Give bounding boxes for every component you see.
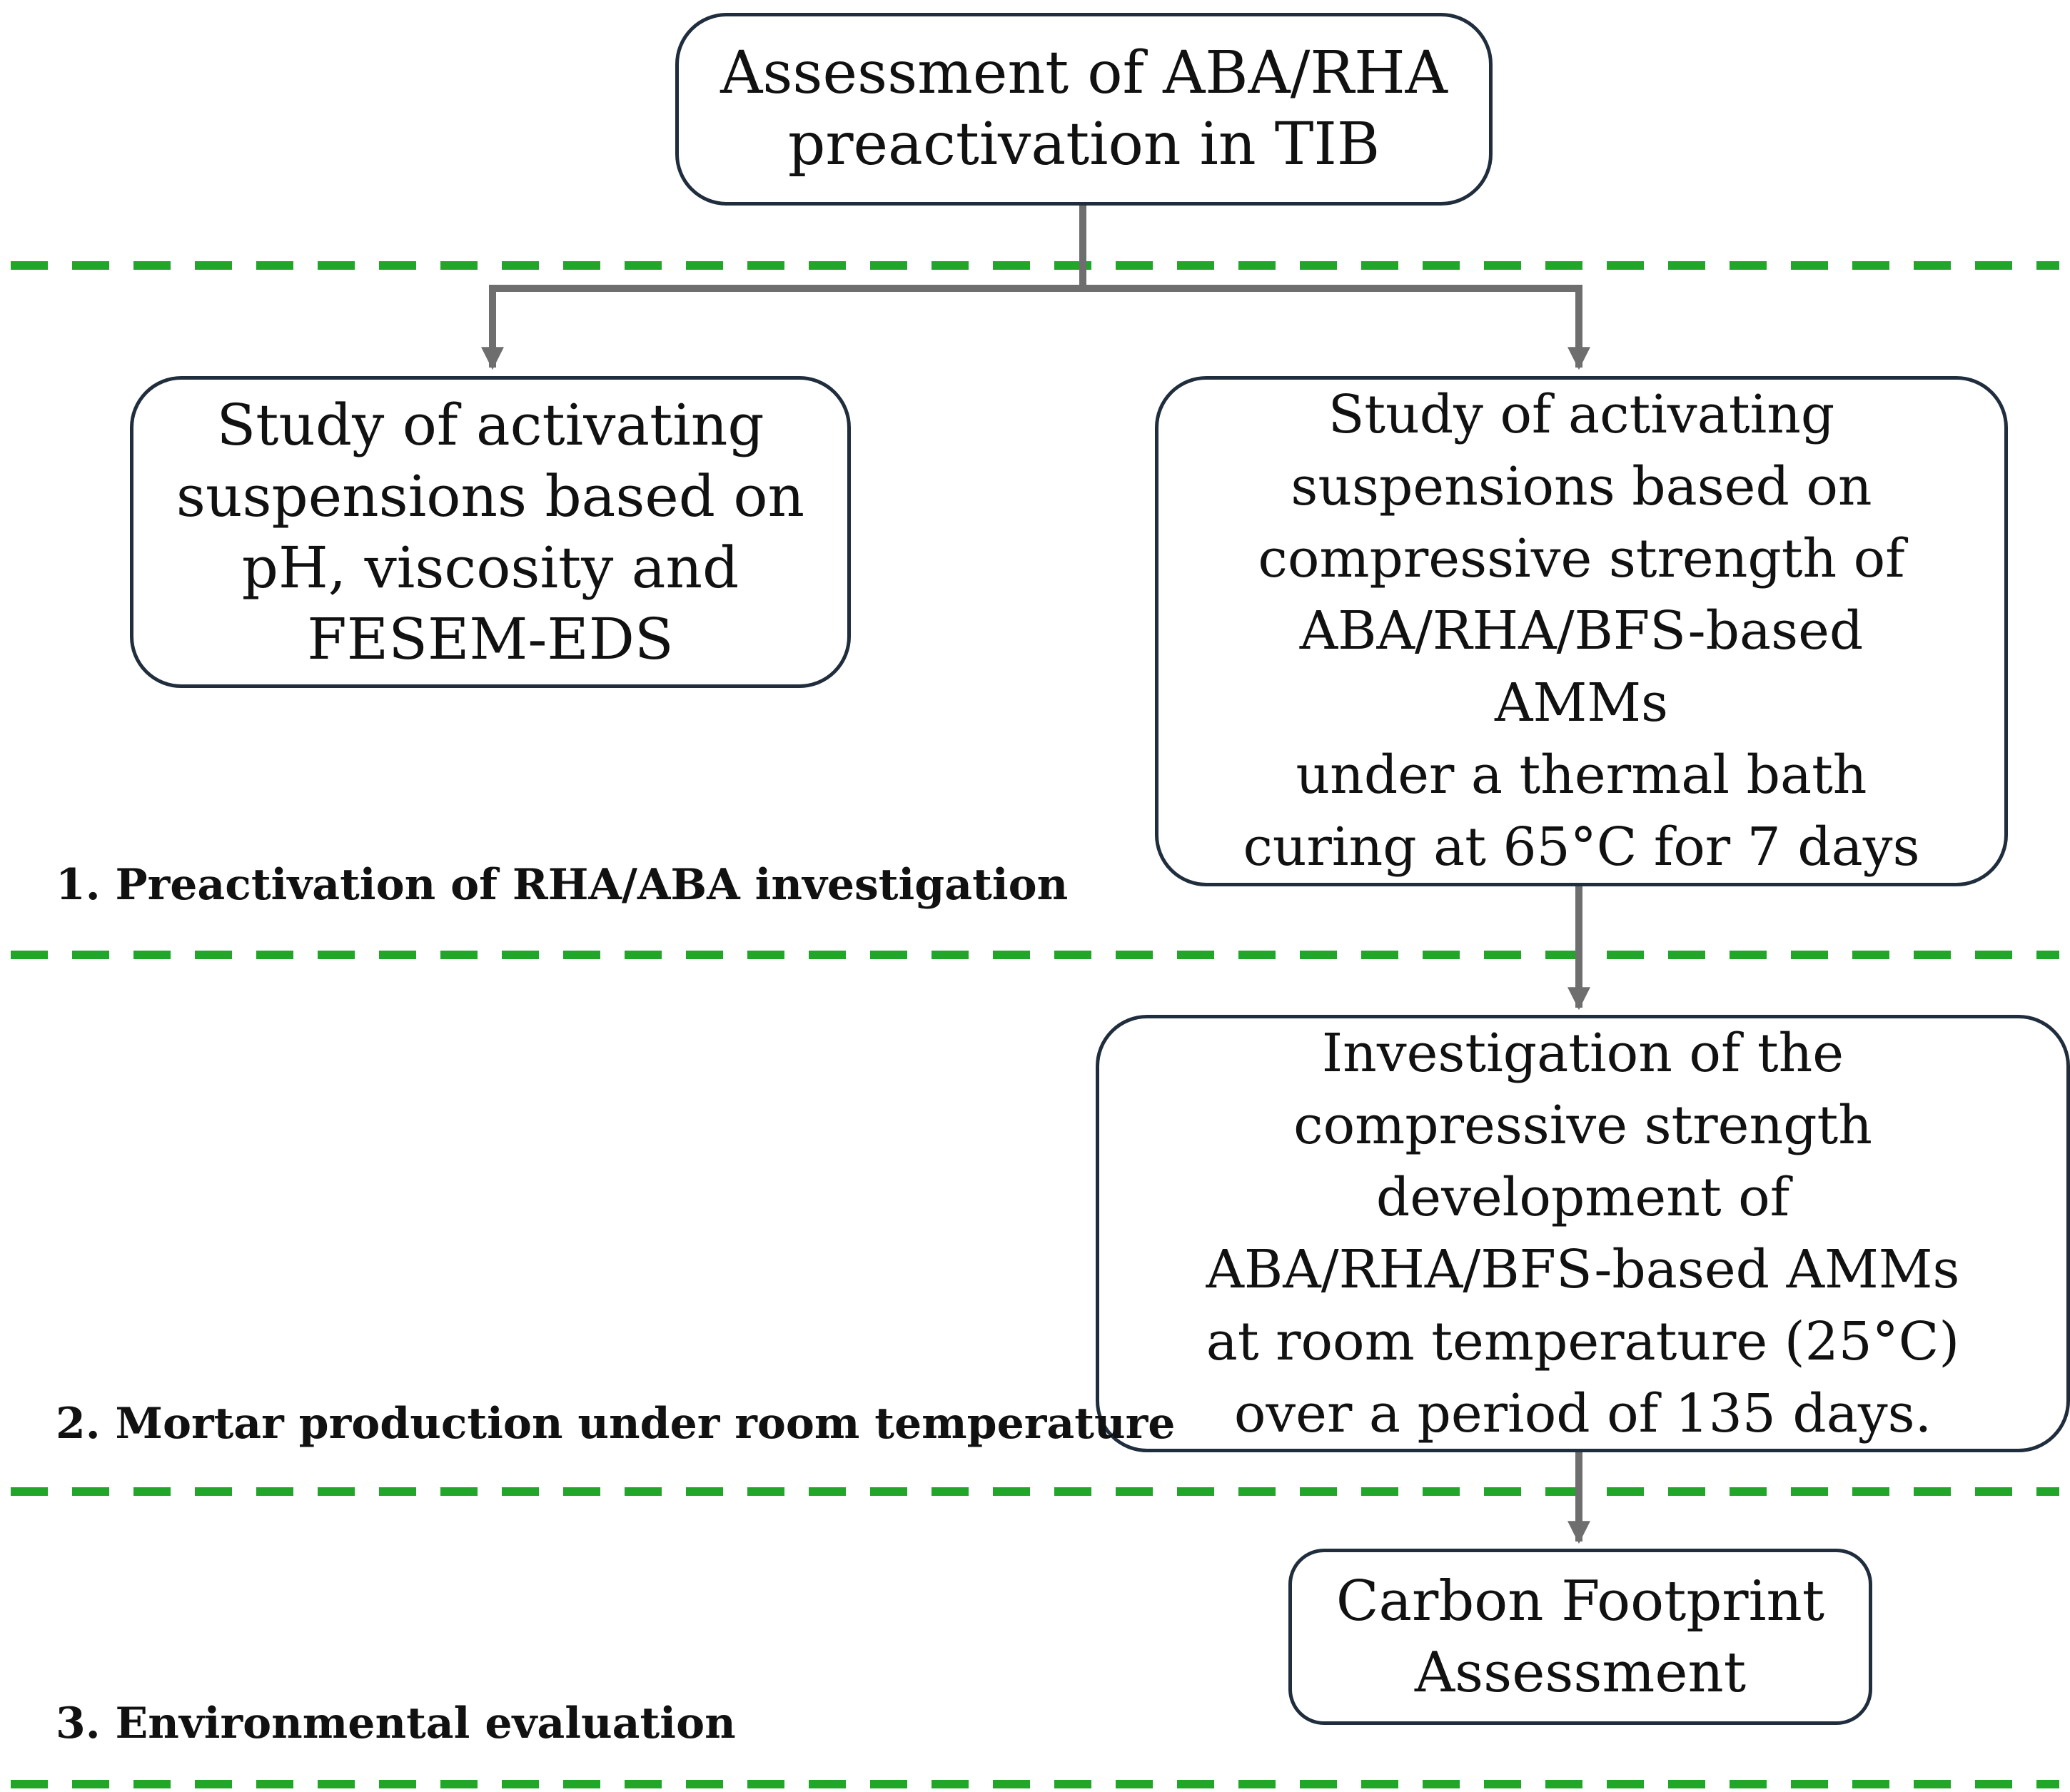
stage-label-3: 3. Environmental evaluation bbox=[56, 1699, 736, 1748]
arrow-to-suspension-strength bbox=[1083, 288, 1579, 368]
suspension-strength-box bbox=[1155, 376, 2008, 886]
carbon-footprint-box-text: Carbon Footprint Assessment bbox=[1336, 1569, 1825, 1705]
suspension-ph-box bbox=[130, 376, 851, 688]
stage-label-1: 1. Preactivation of RHA/ABA investigation bbox=[56, 860, 1069, 910]
stage-label-2: 2. Mortar production under room temperature bbox=[56, 1399, 1176, 1449]
room-temperature-box-text: Investigation of the compressive strength development of ABA/RHA/BFS-based AMMs at room temperature (25°C) over a period of 135 days. bbox=[1206, 1022, 1960, 1444]
root-box-text: Assessment of ABA/RHA preactivation in TIB bbox=[720, 39, 1448, 178]
suspension-ph-box-text: Study of activating suspensions based on pH, viscosity and FESEM-EDS bbox=[176, 391, 805, 672]
arrow-to-suspension-ph bbox=[493, 288, 1083, 368]
room-temperature-box bbox=[1096, 1015, 2070, 1452]
suspension-strength-box-text: Study of activating suspensions based on compressive strength of ABA/RHA/BFS-based AMMs under a thermal bath curing at 65°C for 7 days bbox=[1243, 384, 1920, 878]
carbon-footprint-box bbox=[1288, 1549, 1872, 1725]
root-box bbox=[675, 13, 1493, 206]
